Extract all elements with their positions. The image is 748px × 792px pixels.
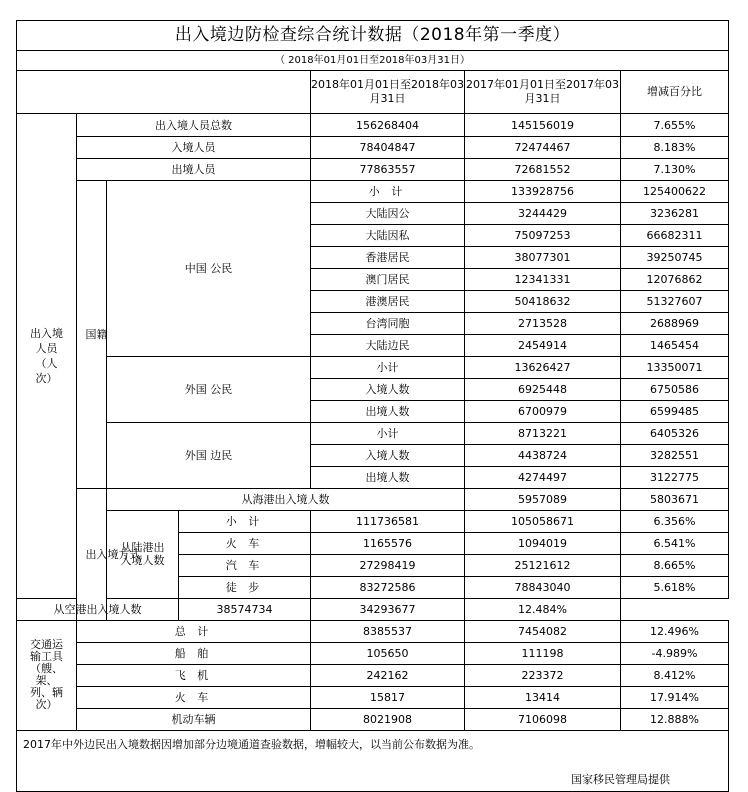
cell-exit-pct: 7.130%: [621, 159, 729, 181]
group-transport: 交通运输工具（艘、架、列、辆次）: [17, 621, 77, 731]
row-label-tr-total: 总 计: [77, 621, 311, 643]
cell-land-car-current: 27298419: [311, 555, 465, 577]
cell-cn-border-current: 2454914: [465, 335, 621, 357]
row-label-tr-ship: 船 舶: [77, 643, 311, 665]
row-label-cn-subtotal: 小 计: [311, 181, 465, 203]
cell-cn-hkmacau-current: 50418632: [465, 291, 621, 313]
cell-tr-total-pct: 12.496%: [621, 621, 729, 643]
cell-fb-subtotal-previous: 6405326: [621, 423, 729, 445]
cell-total-current: 156268404: [311, 114, 465, 137]
cell-tr-plane-current: 242162: [311, 665, 465, 687]
period-label: （ 2018年01月01日至2018年03月31日）: [17, 51, 729, 71]
cell-air-previous: 34293677: [311, 599, 465, 621]
cell-land-walk-previous: 78843040: [465, 577, 621, 599]
cell-fb-exit-previous: 3122775: [621, 467, 729, 489]
cell-tr-ship-pct: -4.989%: [621, 643, 729, 665]
cell-cn-macau-previous: 12076862: [621, 269, 729, 291]
row-label-fc-exit: 出境人数: [311, 401, 465, 423]
group-foreign-border: 外国 边民: [107, 423, 311, 489]
row-label-cn-hk: 香港居民: [311, 247, 465, 269]
cell-fc-subtotal-previous: 13350071: [621, 357, 729, 379]
cell-cn-subtotal-current: 133928756: [465, 181, 621, 203]
cell-cn-mainland-private-current: 75097253: [465, 225, 621, 247]
cell-sea-current: 5957089: [465, 489, 621, 511]
cell-fb-subtotal-current: 8713221: [465, 423, 621, 445]
table-title: 出入境边防检查综合统计数据（2018年第一季度）: [17, 21, 729, 51]
cell-tr-plane-previous: 223372: [465, 665, 621, 687]
row-label-cn-taiwan: 台湾同胞: [311, 313, 465, 335]
cell-land-car-pct: 8.665%: [621, 555, 729, 577]
cell-fc-subtotal-current: 13626427: [465, 357, 621, 379]
cell-total-pct: 7.655%: [621, 114, 729, 137]
row-label-air: 从空港出入境人数: [17, 599, 179, 621]
cell-cn-border-previous: 1465454: [621, 335, 729, 357]
cell-entry-current: 78404847: [311, 137, 465, 159]
cell-total-previous: 145156019: [465, 114, 621, 137]
row-label-land-subtotal: 小 计: [179, 511, 311, 533]
cell-cn-subtotal-previous: 125400622: [621, 181, 729, 203]
row-label-entry: 入境人员: [77, 137, 311, 159]
row-label-land-car: 汽 车: [179, 555, 311, 577]
cell-tr-total-previous: 7454082: [465, 621, 621, 643]
group-foreign-citizens: 外国 公民: [107, 357, 311, 423]
cell-land-train-current: 1165576: [311, 533, 465, 555]
cell-cn-taiwan-current: 2713528: [465, 313, 621, 335]
cell-tr-train-current: 15817: [311, 687, 465, 709]
group-china-citizens: 中国 公民: [107, 181, 311, 357]
cell-tr-train-previous: 13414: [465, 687, 621, 709]
row-label-land-train: 火 车: [179, 533, 311, 555]
group-persons: 出入境人员（人次）: [17, 114, 77, 599]
cell-land-subtotal-pct: 6.356%: [621, 511, 729, 533]
cell-air-current: 38574734: [179, 599, 311, 621]
cell-exit-previous: 72681552: [465, 159, 621, 181]
header-current-period: 2018年01月01日至2018年03月31日: [311, 71, 465, 114]
cell-fc-entry-current: 6925448: [465, 379, 621, 401]
cell-cn-taiwan-previous: 2688969: [621, 313, 729, 335]
cell-fc-entry-previous: 6750586: [621, 379, 729, 401]
footer-note: 2017年中外边民出入境数据因增加部分边境通道查验数据，增幅较大，以当前公布数据为准。: [23, 738, 480, 751]
cell-cn-hk-previous: 39250745: [621, 247, 729, 269]
statistics-table: [16, 20, 729, 792]
row-label-cn-hkmacau: 港澳居民: [311, 291, 465, 313]
row-label-tr-vehicle: 机动车辆: [77, 709, 311, 731]
cell-exit-current: 77863557: [311, 159, 465, 181]
cell-cn-mainland-official-previous: 3236281: [621, 203, 729, 225]
group-nationality: 国籍: [77, 181, 107, 489]
group-land-port: 从陆港出入境人数: [107, 511, 179, 599]
group-method: 出入境方式: [77, 489, 107, 621]
row-label-exit: 出境人员: [77, 159, 311, 181]
cell-tr-ship-current: 105650: [311, 643, 465, 665]
cell-air-pct: 12.484%: [465, 599, 621, 621]
cell-tr-vehicle-pct: 12.888%: [621, 709, 729, 731]
footer: [17, 731, 729, 792]
cell-tr-plane-pct: 8.412%: [621, 665, 729, 687]
row-label-fb-subtotal: 小计: [311, 423, 465, 445]
row-label-cn-mainland-official: 大陆因公: [311, 203, 465, 225]
row-label-tr-plane: 飞 机: [77, 665, 311, 687]
row-label-fb-entry: 入境人数: [311, 445, 465, 467]
cell-land-walk-current: 83272586: [311, 577, 465, 599]
cell-entry-previous: 72474467: [465, 137, 621, 159]
cell-tr-ship-previous: 111198: [465, 643, 621, 665]
cell-cn-macau-current: 12341331: [465, 269, 621, 291]
cell-fc-exit-previous: 6599485: [621, 401, 729, 423]
row-label-cn-border: 大陆边民: [311, 335, 465, 357]
row-label-fc-entry: 入境人数: [311, 379, 465, 401]
row-label-total: 出入境人员总数: [77, 114, 311, 137]
cell-land-car-previous: 25121612: [465, 555, 621, 577]
cell-tr-train-pct: 17.914%: [621, 687, 729, 709]
cell-sea-previous: 5803671: [621, 489, 729, 511]
cell-land-subtotal-previous: 105058671: [465, 511, 621, 533]
cell-tr-vehicle-previous: 7106098: [465, 709, 621, 731]
cell-fb-entry-previous: 3282551: [621, 445, 729, 467]
row-label-land-walk: 徒 步: [179, 577, 311, 599]
cell-cn-mainland-official-current: 3244429: [465, 203, 621, 225]
cell-fb-entry-current: 4438724: [465, 445, 621, 467]
cell-land-walk-pct: 5.618%: [621, 577, 729, 599]
row-label-fc-subtotal: 小计: [311, 357, 465, 379]
header-blank: [17, 71, 311, 114]
header-previous-period: 2017年01月01日至2017年03月31日: [465, 71, 621, 114]
header-change-percent: 增减百分比: [621, 71, 729, 114]
footer-source: 国家移民管理局提供: [571, 773, 670, 786]
cell-land-subtotal-current: 111736581: [311, 511, 465, 533]
row-label-cn-mainland-private: 大陆因私: [311, 225, 465, 247]
row-label-fb-exit: 出境人数: [311, 467, 465, 489]
cell-cn-hk-current: 38077301: [465, 247, 621, 269]
cell-land-train-pct: 6.541%: [621, 533, 729, 555]
cell-tr-total-current: 8385537: [311, 621, 465, 643]
row-label-cn-macau: 澳门居民: [311, 269, 465, 291]
cell-cn-hkmacau-previous: 51327607: [621, 291, 729, 313]
cell-fc-exit-current: 6700979: [465, 401, 621, 423]
row-label-tr-train: 火 车: [77, 687, 311, 709]
cell-fb-exit-current: 4274497: [465, 467, 621, 489]
cell-cn-mainland-private-previous: 66682311: [621, 225, 729, 247]
cell-land-train-previous: 1094019: [465, 533, 621, 555]
cell-tr-vehicle-current: 8021908: [311, 709, 465, 731]
row-label-sea: 从海港出入境人数: [107, 489, 465, 511]
cell-entry-pct: 8.183%: [621, 137, 729, 159]
